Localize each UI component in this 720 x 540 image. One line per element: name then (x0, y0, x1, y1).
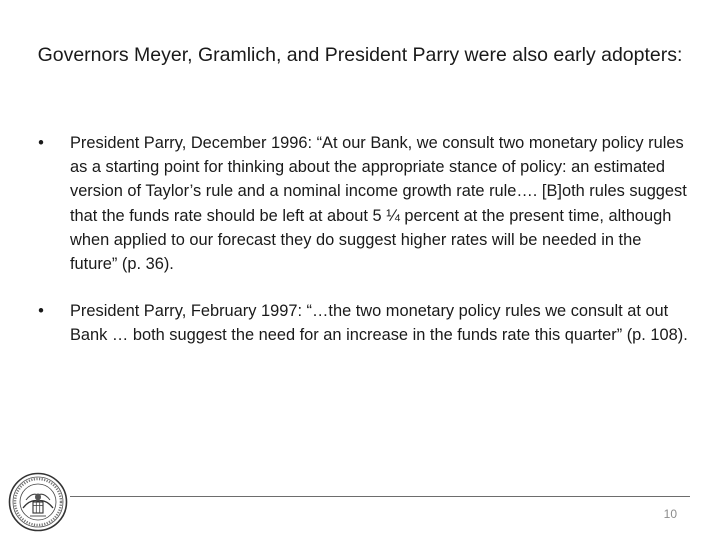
footer-divider (70, 496, 690, 497)
bullet-marker: • (38, 134, 44, 152)
bullet-text: President Parry, December 1996: “At our Bank, we consult two monetary policy rules as a starting point for thinking about the appropriate stance of policy: an estimated version of Taylor’s rule and a nominal income growth rate rule…. [B]oth rules suggest that the funds rate should be left at about 5 ¼ percent at the present time, although when applied to our forecast they do suggest higher rates will be needed in the future” (p. 36). (70, 134, 687, 274)
federal-reserve-seal-icon (8, 472, 68, 532)
slide-title: Governors Meyer, Gramlich, and President Parry were also early adopters: (37, 44, 683, 66)
bullet-list (30, 131, 690, 371)
bullet-item-parry-december-1996 (30, 131, 690, 276)
bullet-item-parry-february-1997 (30, 299, 690, 347)
bullet-text: President Parry, February 1997: “…the two monetary policy rules we consult at out Bank … both suggest the need for an increase in the funds rate this quarter” (p. 108). (70, 302, 688, 345)
page-number: 10 (663, 507, 677, 521)
bullet-marker: • (38, 302, 44, 321)
